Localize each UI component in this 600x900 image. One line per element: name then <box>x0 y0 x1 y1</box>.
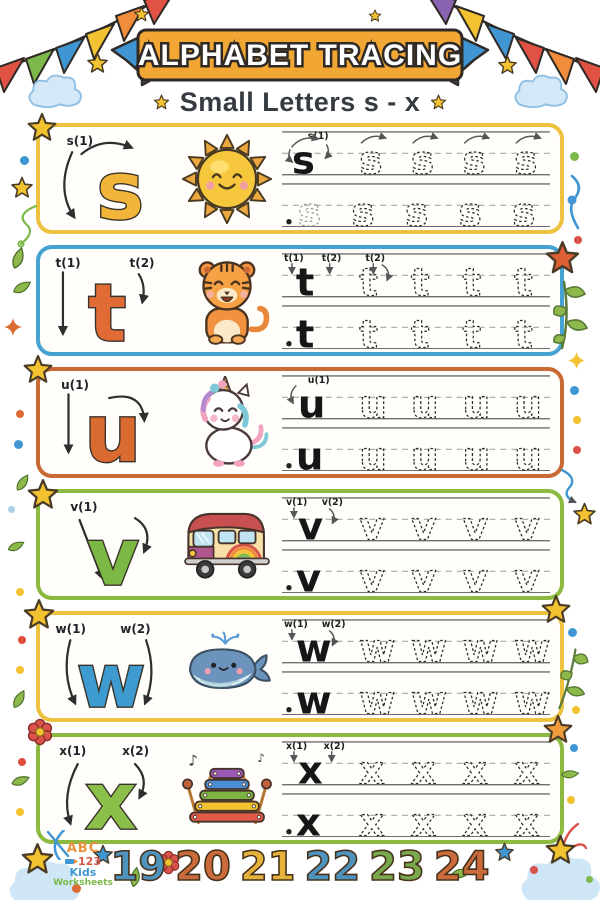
stroke-arrow-icon <box>67 764 78 823</box>
trace-line-1 <box>282 374 550 420</box>
star-icon <box>133 6 150 23</box>
stroke-guide-w <box>50 617 172 717</box>
solid-letter: w <box>295 678 332 716</box>
guide-letter: t <box>88 266 127 351</box>
dot-decoration <box>572 706 580 714</box>
stroke-arrow-icon <box>139 274 144 302</box>
logo-worksheets: Worksheets <box>53 877 113 888</box>
svg-text:t(1): t(1) <box>283 252 304 264</box>
svg-text:x(2): x(2) <box>122 743 150 758</box>
star-icon <box>368 9 382 23</box>
solid-letter: v <box>297 504 324 542</box>
logo-kids: Kids <box>69 866 97 880</box>
page-number: 23 <box>369 844 425 890</box>
trace-line-1 <box>282 740 550 786</box>
dot-decoration <box>18 636 26 644</box>
page-subtitle: Small Letters s - x <box>179 87 421 117</box>
start-dot <box>286 463 291 468</box>
solid-letter: t <box>295 260 315 298</box>
dashed-letter: w <box>359 626 396 664</box>
squiggle-icon <box>560 174 586 230</box>
letter-row-t <box>36 245 564 356</box>
stroke-guide-u <box>50 373 172 473</box>
dashed-letter: u <box>462 434 491 472</box>
page-numbers <box>110 845 489 889</box>
page-title: ALPHABET TRACING <box>137 39 463 72</box>
dashed-letter: t <box>411 260 430 298</box>
star-icon <box>544 240 581 277</box>
guide-letter: x <box>85 754 137 839</box>
svg-text:t(1): t(1) <box>55 255 81 270</box>
page-number: 22 <box>304 844 361 890</box>
guide-letter: w <box>76 638 146 717</box>
letter-row-w <box>36 611 564 722</box>
logo-abc: ABC <box>66 841 100 856</box>
leaf-icon <box>6 536 27 557</box>
dashed-letter: v <box>411 504 437 542</box>
dashed-letter: s <box>512 190 536 228</box>
dashed-letter: s <box>458 190 482 228</box>
letter-row-v <box>36 489 564 600</box>
tracing-lines-x <box>282 740 550 837</box>
dashed-letter: u <box>411 382 439 420</box>
stroke-guide-x <box>50 739 172 839</box>
start-dot <box>286 707 291 712</box>
dashed-letter: x <box>462 748 488 786</box>
dot-decoration <box>18 758 26 766</box>
svg-text:x(1): x(1) <box>59 743 87 758</box>
solid-letter: x <box>297 748 323 786</box>
svg-text:w(1): w(1) <box>283 618 308 630</box>
star-icon <box>542 714 574 746</box>
star-icon <box>153 94 170 111</box>
letter-row-x <box>36 733 564 844</box>
stroke-label: s(1) <box>66 133 94 148</box>
dot-decoration <box>16 808 24 816</box>
music-note-icon: ♪ <box>257 750 265 765</box>
stroke-guide-t <box>50 251 172 351</box>
star-icon <box>430 94 447 111</box>
dot-decoration <box>14 440 23 449</box>
solid-letter: x <box>295 800 321 838</box>
stroke-guide-v <box>50 495 172 595</box>
dot-decoration <box>16 588 24 596</box>
start-dot <box>286 341 291 346</box>
bus-illustration <box>180 498 274 592</box>
dashed-letter: w <box>514 678 550 716</box>
tracing-lines-t <box>282 252 550 349</box>
svg-text:u(1): u(1) <box>307 374 330 386</box>
dashed-letter: s <box>405 190 429 228</box>
flower-icon <box>26 718 54 746</box>
dashed-letter: s <box>514 138 538 176</box>
dashed-letter: u <box>462 382 491 420</box>
dashed-letter: x <box>462 800 488 838</box>
star-icon <box>494 842 515 863</box>
letter-rows <box>36 123 564 855</box>
svg-text:t(2): t(2) <box>365 252 386 264</box>
dashed-letter: x <box>514 800 540 838</box>
dashed-letter: s <box>411 138 435 176</box>
dot-decoration <box>570 152 579 161</box>
dashed-letter: w <box>359 678 396 716</box>
dot-decoration <box>530 866 538 874</box>
trace-line-1 <box>282 130 550 176</box>
star-icon <box>572 502 597 527</box>
branch-icon <box>552 278 594 350</box>
star-icon <box>86 52 109 75</box>
solid-letter: u <box>297 382 326 420</box>
trace-line-2 <box>282 304 550 350</box>
trace-line-1 <box>282 252 550 298</box>
dashed-letter: w <box>462 678 499 716</box>
subtitle-row <box>0 87 600 118</box>
music-note-icon: ♪ <box>188 751 199 769</box>
guide-letter: v <box>86 510 139 595</box>
star-icon <box>26 112 58 144</box>
star-icon <box>540 594 572 626</box>
arrow-squiggle-icon <box>556 468 582 504</box>
solid-letter: s <box>291 138 315 176</box>
dashed-letter: u <box>514 434 542 472</box>
trace-line-1 <box>282 496 550 542</box>
branch-icon <box>550 646 592 710</box>
dashed-letter: x <box>411 748 437 786</box>
leaf-icon <box>9 769 32 792</box>
svg-text:x(1): x(1) <box>285 740 308 752</box>
star-icon <box>26 478 60 512</box>
dashed-letter: u <box>514 382 542 420</box>
dashed-letter: x <box>514 748 540 786</box>
dashed-letter: s <box>351 190 375 228</box>
dashed-letter: t <box>359 260 378 298</box>
dashed-letter: u <box>359 382 387 420</box>
svg-text:t(2): t(2) <box>129 255 155 270</box>
star-icon <box>10 176 34 200</box>
stroke-arrow-icon <box>64 152 74 217</box>
trace-line-1 <box>282 618 550 664</box>
dashed-letter: t <box>514 260 533 298</box>
start-dot <box>286 585 291 590</box>
dashed-letter: x <box>359 748 385 786</box>
sparkle-icon <box>2 316 24 338</box>
dashed-letter: v <box>359 556 385 594</box>
dot-decoration <box>568 628 577 637</box>
svg-text:v(2): v(2) <box>321 496 343 508</box>
page-number: 24 <box>433 844 490 890</box>
dashed-letter: w <box>462 626 499 664</box>
xylophone-illustration <box>180 742 274 836</box>
dashed-letter: v <box>411 556 437 594</box>
dashed-letter: t <box>462 260 482 298</box>
title-banner <box>108 22 492 94</box>
tracing-lines-w <box>282 618 550 715</box>
unicorn-illustration <box>180 376 274 470</box>
dot-decoration <box>570 386 579 395</box>
dashed-letter: s <box>462 138 486 176</box>
dot-decoration <box>586 876 593 883</box>
tracing-lines-s <box>282 130 550 227</box>
dashed-letter: v <box>462 556 488 594</box>
dashed-letter: v <box>514 504 540 542</box>
start-dot <box>286 219 291 224</box>
dashed-letter: s <box>359 138 383 176</box>
dot-decoration <box>20 156 29 165</box>
trace-line-2 <box>282 426 550 472</box>
star-icon <box>544 834 577 867</box>
sparkle-icon <box>566 350 587 371</box>
svg-text:v(1): v(1) <box>70 499 98 514</box>
dashed-letter: x <box>359 800 385 838</box>
stroke-guide-s <box>50 129 172 229</box>
dashed-letter: u <box>359 434 387 472</box>
dashed-letter: v <box>462 504 488 542</box>
dashed-letter: v <box>359 504 385 542</box>
dashed-letter: t <box>411 312 430 350</box>
whale-illustration <box>180 620 274 714</box>
svg-text:w(2): w(2) <box>120 621 151 636</box>
dashed-letter: v <box>514 556 540 594</box>
trace-line-2 <box>282 182 550 228</box>
tracing-lines-u <box>282 374 550 471</box>
dot-decoration <box>567 796 575 804</box>
dashed-letter: s <box>297 190 321 228</box>
dashed-letter: u <box>411 434 439 472</box>
svg-text:w(1): w(1) <box>55 621 86 636</box>
svg-text:u(1): u(1) <box>61 377 89 392</box>
tiger-illustration <box>180 254 274 348</box>
solid-letter: t <box>295 312 315 350</box>
stroke-arrow-icon <box>145 640 151 703</box>
page-number: 19 <box>110 844 167 890</box>
leaf-icon <box>5 245 32 272</box>
letter-row-u <box>36 367 564 478</box>
star-icon <box>22 598 56 632</box>
svg-text:x(2): x(2) <box>323 740 345 752</box>
star-icon <box>22 354 54 386</box>
vine-squiggle-icon <box>14 204 40 248</box>
svg-text:v(1): v(1) <box>285 496 308 508</box>
guide-letter: u <box>84 386 142 473</box>
solid-letter: v <box>295 556 322 594</box>
svg-text:w(2): w(2) <box>321 618 346 630</box>
tracing-lines-v <box>282 496 550 593</box>
pencil-icon <box>65 858 78 865</box>
dashed-letter: t <box>514 312 533 350</box>
dot-decoration <box>16 666 24 674</box>
svg-text:t(2): t(2) <box>321 252 342 264</box>
leaf-icon <box>8 688 30 710</box>
trace-line-2 <box>282 670 550 716</box>
dot-decoration <box>8 506 15 513</box>
dashed-letter: t <box>462 312 482 350</box>
page-number: 20 <box>175 844 231 890</box>
svg-text:s(1): s(1) <box>307 130 329 142</box>
dot-decoration <box>573 446 581 454</box>
guide-letter: s <box>96 144 144 229</box>
dashed-letter: w <box>514 626 550 664</box>
dashed-letter: x <box>411 800 437 838</box>
leaf-icon <box>11 276 33 298</box>
trace-line-2 <box>282 792 550 838</box>
dashed-letter: w <box>411 626 447 664</box>
dot-decoration <box>573 416 581 424</box>
dashed-letter: w <box>411 678 447 716</box>
dashed-letter: t <box>359 312 378 350</box>
solid-letter: u <box>295 434 324 472</box>
stroke-arrow-icon <box>67 640 75 703</box>
page-number: 21 <box>239 844 296 890</box>
trace-line-2 <box>282 548 550 594</box>
start-dot <box>286 829 291 834</box>
dot-decoration <box>16 410 24 418</box>
sun-illustration <box>180 132 274 226</box>
solid-letter: w <box>295 626 332 664</box>
logo-row: 123 <box>40 856 126 868</box>
letter-row-s <box>36 123 564 234</box>
